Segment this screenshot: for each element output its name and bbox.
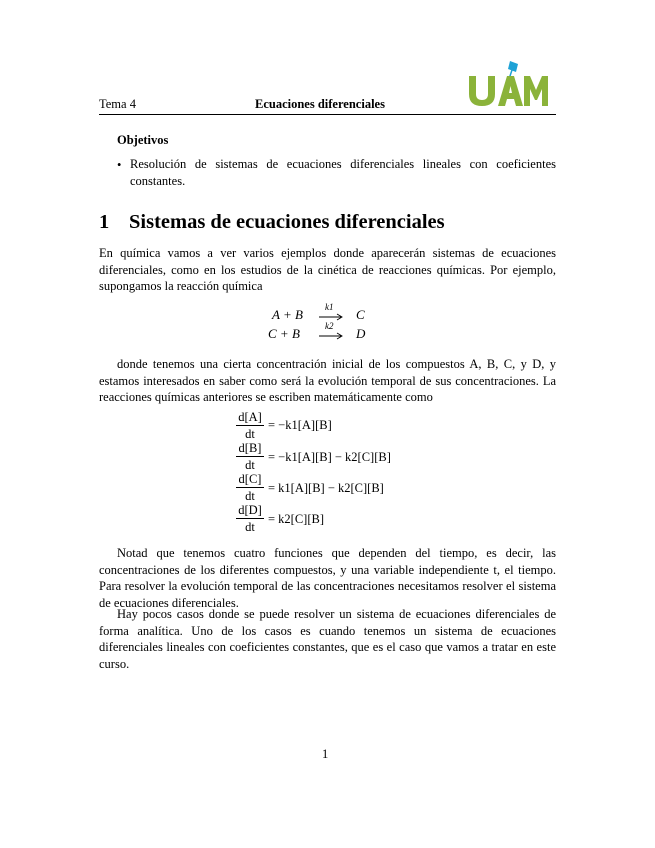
paragraph-functions: Notad que tenemos cuatro funciones que dependen del tiempo, es decir, las concentraciones de los diferentes compuestos, y una variable independiente t, el tiempo. Para resolver la evolución temporal de las concentraciones necesitamos resolver el sistema de ecuaciones diferenciales. [99, 546, 556, 610]
header-chapter: Tema 4 [99, 97, 136, 111]
ode-3-denominator: dt [245, 489, 255, 503]
ode-1-fraction [236, 410, 264, 441]
section-heading [99, 211, 445, 234]
ode-3-rhs: = k1[A][B] − k2[C][B] [268, 481, 384, 495]
ode-4-fraction [236, 503, 264, 534]
bullet-icon: • [117, 158, 122, 172]
header-rule [99, 114, 556, 115]
reaction-1-lhs: A + B [272, 307, 303, 322]
ode-1-denominator: dt [245, 427, 255, 441]
ode-2-fraction [236, 441, 264, 472]
ode-3-fraction [236, 472, 264, 503]
reaction-2-rate: k2 [325, 321, 334, 331]
uam-logo [466, 60, 548, 108]
paragraph-intro: En química vamos a ver varios ejemplos donde aparecerán sistemas de ecuaciones diferenciales, como en los estudios de la cinética de reacciones químicas. Por ejemplo, supongamos la reacción química [99, 246, 556, 293]
ode-2-numerator: d[B] [238, 441, 262, 455]
reaction-1-rhs: C [356, 307, 365, 322]
ode-4-denominator: dt [245, 520, 255, 534]
ode-1-numerator: d[A] [238, 410, 262, 424]
header-title: Ecuaciones diferenciales [255, 97, 385, 111]
paragraph-concentrations: donde tenemos una cierta concentración inicial de los compuestos A, B, C, y D, y estamos interesados en saber como será la evolución temporal de sus concentraciones. La reacciones químicas anteriores se escriben matemáticamente como [99, 357, 556, 404]
objective-item: Resolución de sistemas de ecuaciones diferenciales lineales con coeficientes constantes. [130, 157, 556, 188]
logo-kite-icon [508, 61, 518, 72]
paragraph-linear-systems: Hay pocos casos donde se puede resolver un sistema de ecuaciones diferenciales de forma analítica. Uno de los casos es cuando tenemos un sistema de ecuaciones diferenciales lineales con coeficientes constantes, que es el caso que vamos a tratar en este curso. [99, 607, 556, 671]
ode-1-rhs: = −k1[A][B] [268, 418, 332, 432]
ode-4-numerator: d[D] [238, 503, 262, 517]
section-title: Sistemas de ecuaciones diferenciales [129, 211, 445, 233]
reaction-2-lhs: C + B [268, 326, 300, 341]
section-number: 1 [99, 211, 110, 233]
ode-3-numerator: d[C] [238, 472, 262, 486]
reaction-2-rhs: D [356, 326, 366, 341]
page-number: 1 [322, 747, 329, 761]
ode-2-rhs: = −k1[A][B] − k2[C][B] [268, 450, 391, 464]
reaction-2-arrow-icon [318, 329, 344, 343]
ode-2-denominator: dt [245, 458, 255, 472]
ode-4-rhs: = k2[C][B] [268, 512, 324, 526]
reaction-1-rate: k1 [325, 302, 334, 312]
objectives-title: Objetivos [117, 133, 169, 147]
